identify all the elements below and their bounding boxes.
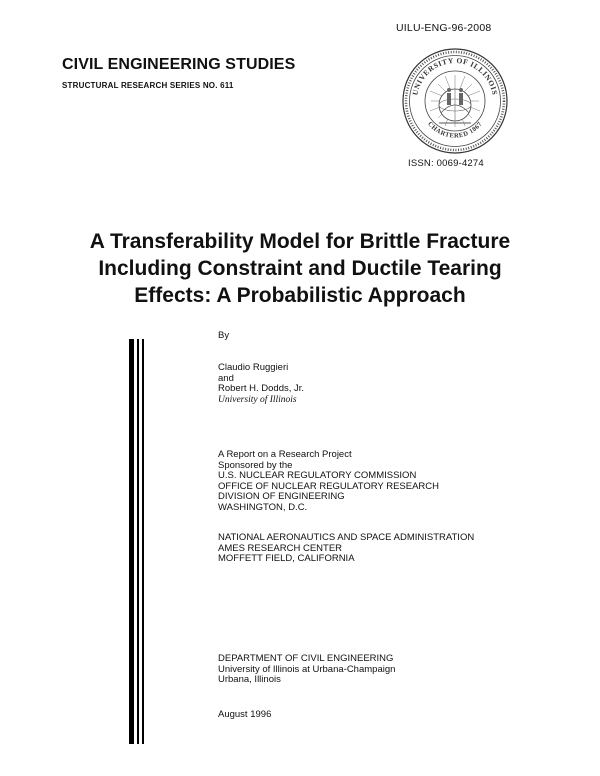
report-id: UILU-ENG-96-2008 [396, 22, 492, 34]
nasa-line: AMES RESEARCH CENTER [218, 542, 343, 554]
margin-rule-thin [137, 339, 139, 744]
title-line: A Transferability Model for Brittle Fracture [89, 230, 511, 253]
nasa-line: MOFFETT FIELD, CALIFORNIA [218, 553, 355, 564]
author-name: Claudio Ruggieri [218, 362, 289, 373]
report-title [0, 228, 600, 309]
sponsor-line: WASHINGTON, D.C. [218, 501, 308, 513]
publication-date: August 1996 [218, 709, 272, 720]
department-line: Urbana, Illinois [218, 674, 281, 685]
margin-rule-thin [142, 339, 144, 744]
and-label: and [218, 372, 234, 384]
seal-bottom-text: CHARTERED 1867 [426, 120, 484, 140]
department-line: DEPARTMENT OF CIVIL ENGINEERING [218, 653, 394, 664]
series-title: CIVIL ENGINEERING STUDIES [62, 56, 296, 73]
university-seal-icon [401, 47, 509, 155]
seal-top-text: UNIVERSITY OF ILLINOIS [410, 55, 500, 97]
sponsor-line: DIVISION OF ENGINEERING [218, 491, 345, 502]
sponsor-line: A Report on a Research Project [218, 449, 352, 460]
margin-rule-thick [129, 339, 134, 744]
title-line: Effects: A Probabilistic Approach [134, 284, 466, 307]
issn-number: ISSN: 0069-4274 [408, 158, 484, 169]
title-line: Including Constraint and Ductile Tearing [98, 257, 502, 280]
department-line: University of Illinois at Urbana-Champaign [218, 663, 396, 675]
department-block [218, 654, 395, 686]
sponsor-block [218, 450, 439, 513]
nasa-block [218, 533, 474, 565]
sponsor-line: Sponsored by the [218, 459, 293, 471]
sponsor-line: OFFICE OF NUCLEAR REGULATORY RESEARCH [218, 480, 440, 492]
nasa-line: NATIONAL AERONAUTICS AND SPACE ADMINISTRATION [218, 532, 475, 543]
affiliation: University of Illinois [218, 394, 297, 405]
sponsor-line: U.S. NUCLEAR REGULATORY COMMISSION [218, 470, 417, 481]
author-name: Robert H. Dodds, Jr. [218, 383, 305, 394]
authors-block [218, 363, 304, 405]
by-label: By [218, 330, 230, 341]
series-subtitle: STRUCTURAL RESEARCH SERIES NO. 611 [62, 81, 234, 90]
